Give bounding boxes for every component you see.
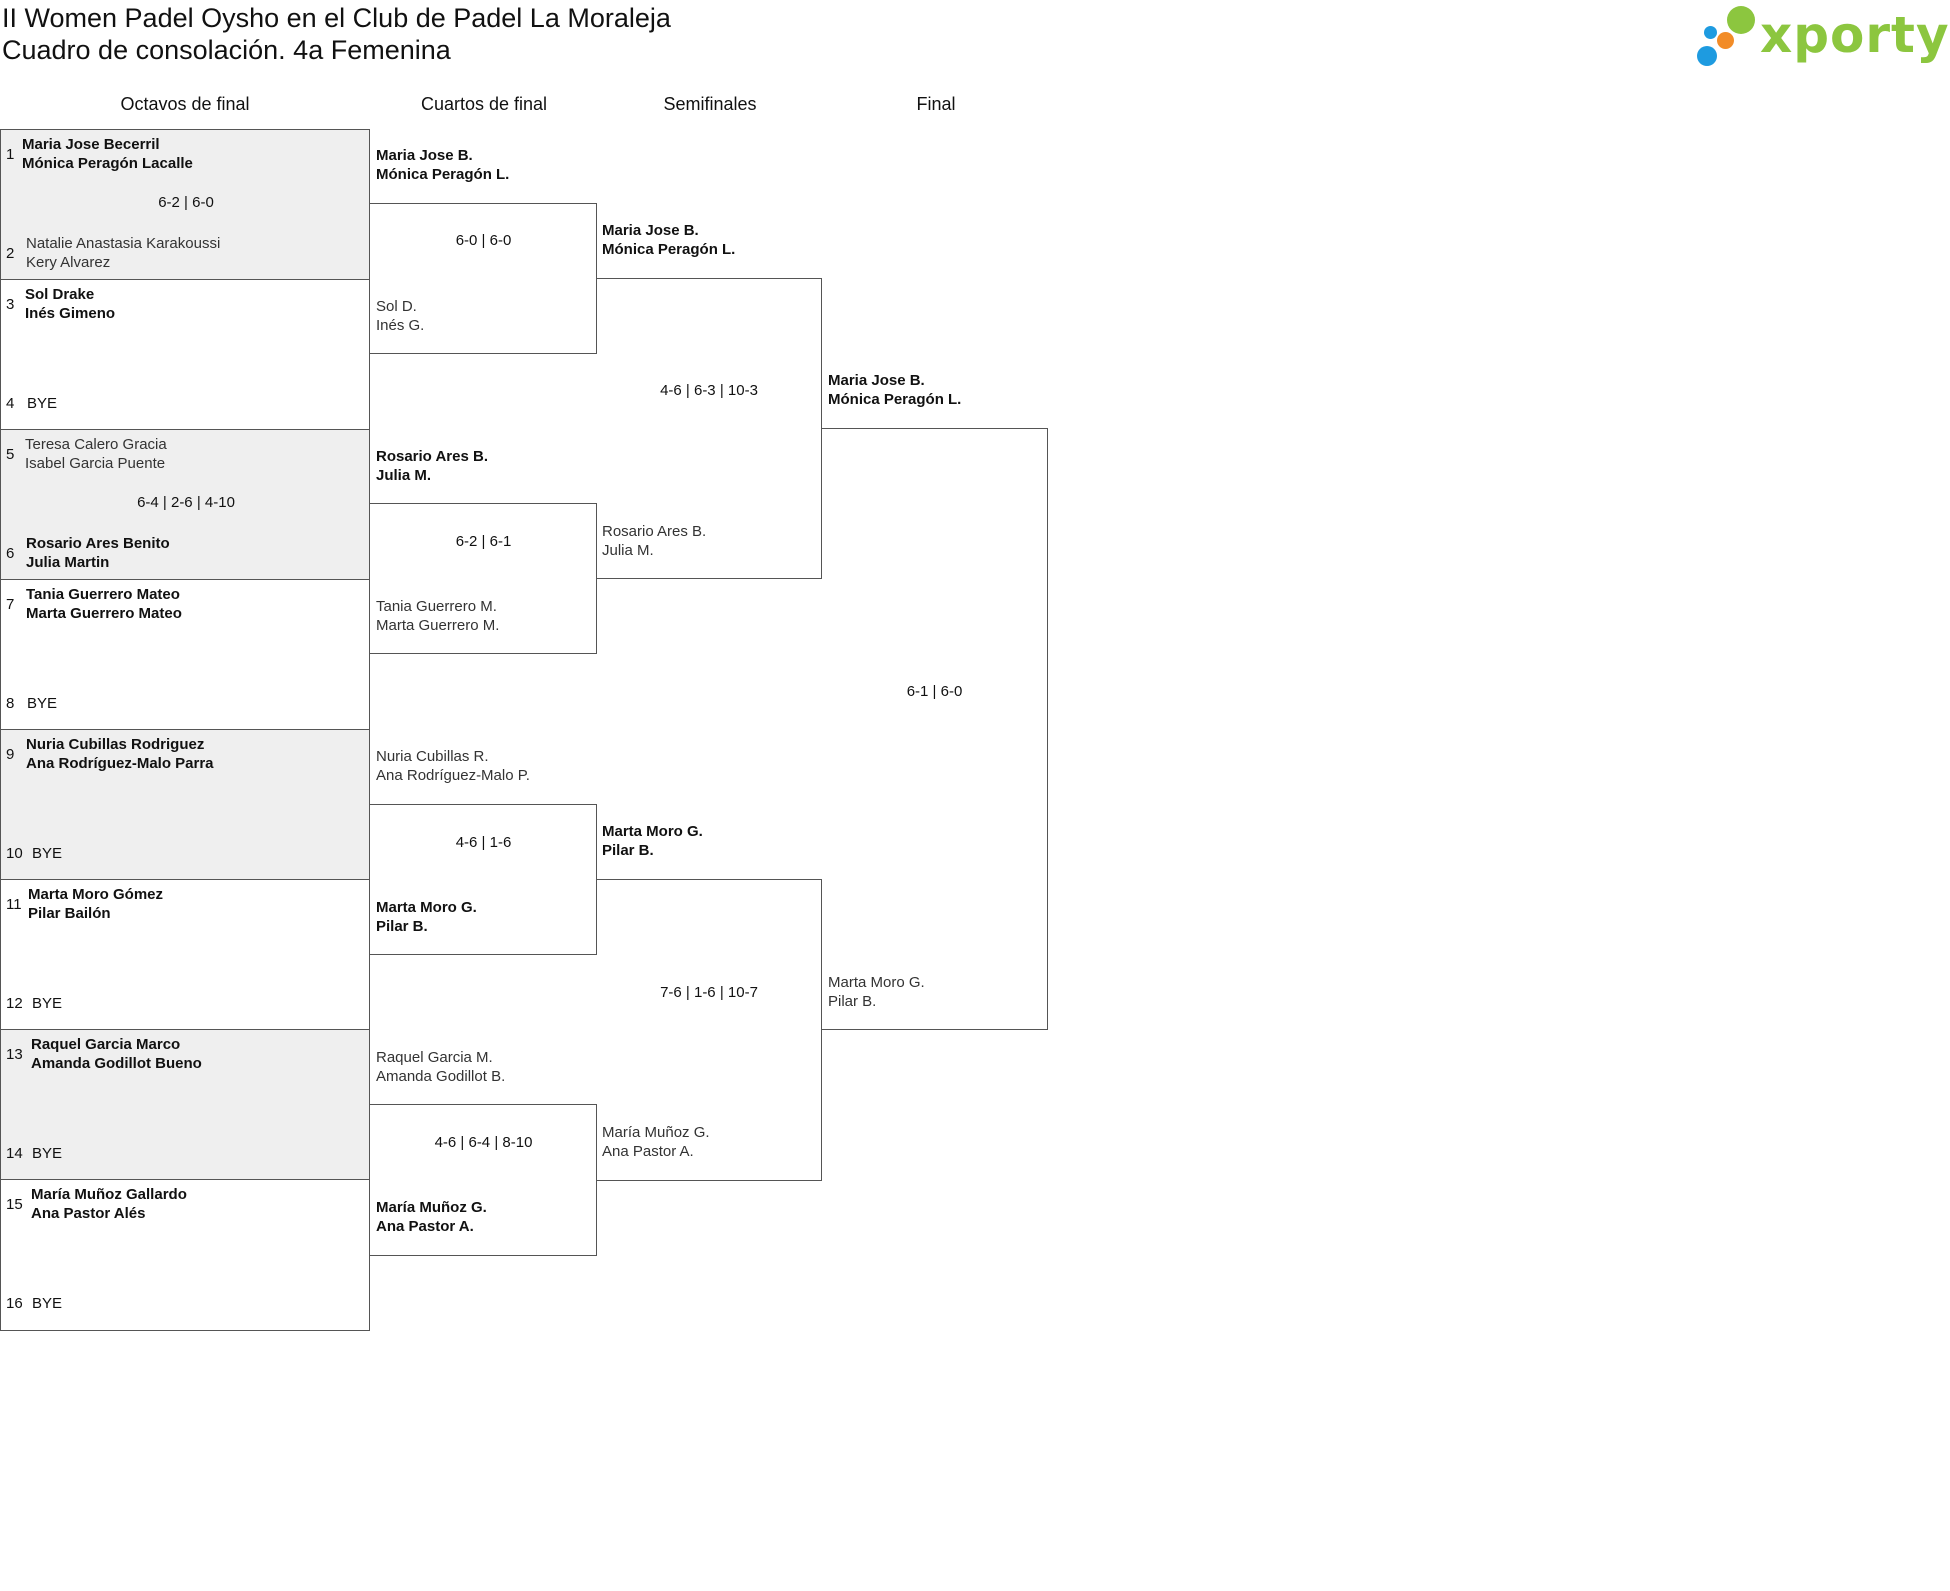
team-entry[interactable] xyxy=(26,735,214,773)
seed-number: 14 xyxy=(6,1145,23,1162)
player-name: Rosario Ares B. xyxy=(602,523,707,540)
player-name: Ana Rodríguez-Malo Parra xyxy=(26,755,214,772)
team-entry[interactable] xyxy=(26,234,220,272)
bracket-subtitle: Cuadro de consolación. 4a Femenina xyxy=(2,35,451,65)
player-name: Marta Moro G. xyxy=(602,823,703,840)
round-header-qf: Cuartos de final xyxy=(420,94,548,114)
player-name: Sol Drake xyxy=(25,286,95,303)
player-name: María Muñoz G. xyxy=(602,1124,710,1141)
bye-label: BYE xyxy=(27,695,58,712)
player-name: Pilar B. xyxy=(376,918,428,935)
sf-match-score: 4-6 | 6-3 | 10-3 xyxy=(660,382,758,399)
player-name: Ana Pastor A. xyxy=(602,1143,694,1160)
team-entry[interactable] xyxy=(31,1035,202,1073)
final-match-score: 6-1 | 6-0 xyxy=(906,683,963,700)
player-name: Ana Pastor A. xyxy=(376,1218,474,1235)
sf-team-entry[interactable] xyxy=(602,221,735,259)
player-name: Nuria Cubillas R. xyxy=(376,748,489,765)
r16-match-7[interactable] xyxy=(0,1029,370,1180)
team-entry[interactable] xyxy=(25,285,115,323)
seed-number: 6 xyxy=(6,545,15,562)
bye-label: BYE xyxy=(32,1295,63,1312)
qf-team-entry[interactable] xyxy=(376,1048,505,1086)
seed-number: 13 xyxy=(6,1046,23,1063)
qf-match-score: 6-2 | 6-1 xyxy=(455,533,512,550)
team-entry[interactable] xyxy=(26,585,182,623)
player-name: Raquel Garcia Marco xyxy=(31,1036,181,1053)
player-name: Amanda Godillot Bueno xyxy=(31,1055,202,1072)
seed-number: 9 xyxy=(6,746,15,763)
qf-team-entry[interactable] xyxy=(376,1198,487,1236)
player-name: Pilar B. xyxy=(602,842,654,859)
player-name: Julia M. xyxy=(376,467,432,484)
player-name: Teresa Calero Gracia xyxy=(25,436,167,453)
bye-label: BYE xyxy=(32,845,63,862)
bye-label: BYE xyxy=(27,395,58,412)
player-name: Tania Guerrero M. xyxy=(376,598,497,615)
seed-number: 8 xyxy=(6,695,15,712)
seed-number: 1 xyxy=(6,146,15,163)
final-bracket xyxy=(821,428,1048,1030)
bye-label: BYE xyxy=(32,1145,63,1162)
team-entry[interactable] xyxy=(26,534,170,572)
qf-match-score: 4-6 | 6-4 | 8-10 xyxy=(434,1134,533,1151)
player-name: María Muñoz Gallardo xyxy=(31,1186,187,1203)
player-name: Julia Martin xyxy=(26,554,110,571)
logo-dot-blue-icon xyxy=(1697,46,1717,66)
player-name: Mónica Peragón L. xyxy=(828,391,962,408)
r16-match-2[interactable] xyxy=(0,279,370,430)
seed-number: 5 xyxy=(6,446,15,463)
player-name: Maria Jose B. xyxy=(828,372,925,389)
player-name: Maria Jose B. xyxy=(376,147,473,164)
player-name: Natalie Anastasia Karakoussi xyxy=(26,235,221,252)
player-name: Mónica Peragón L. xyxy=(376,166,510,183)
sf-team-entry[interactable] xyxy=(602,1123,710,1161)
sf-match-score: 7-6 | 1-6 | 10-7 xyxy=(660,984,758,1001)
seed-number: 10 xyxy=(6,845,23,862)
qf-team-entry[interactable] xyxy=(376,898,477,936)
player-name: Amanda Godillot B. xyxy=(376,1068,506,1085)
match-score: 6-2 | 6-0 xyxy=(158,194,214,211)
r16-match-5[interactable] xyxy=(0,729,370,880)
player-name: Tania Guerrero Mateo xyxy=(26,586,180,603)
player-name: Raquel Garcia M. xyxy=(376,1049,493,1066)
match-score: 6-4 | 2-6 | 4-10 xyxy=(137,494,235,511)
player-name: Marta Guerrero M. xyxy=(376,617,500,634)
player-name: Isabel Garcia Puente xyxy=(25,455,166,472)
seed-number: 16 xyxy=(6,1295,23,1312)
seed-number: 15 xyxy=(6,1196,23,1213)
logo-dot-orange-icon xyxy=(1717,32,1734,49)
player-name: Marta Moro G. xyxy=(376,899,477,916)
logo-dot-green-icon xyxy=(1727,6,1755,34)
sf-team-entry[interactable] xyxy=(602,822,703,860)
qf-team-entry[interactable] xyxy=(376,747,530,785)
player-name: Marta Moro G. xyxy=(828,974,925,991)
player-name: Mónica Peragón L. xyxy=(602,241,736,258)
seed-number: 11 xyxy=(6,896,22,913)
r16-match-1[interactable] xyxy=(0,129,370,280)
final-team-entry[interactable] xyxy=(828,371,961,409)
player-name: Pilar Bailón xyxy=(28,905,111,922)
player-name: Rosario Ares B. xyxy=(376,448,488,465)
seed-number: 2 xyxy=(6,245,15,262)
qf-team-entry[interactable] xyxy=(376,297,424,335)
qf-match-score: 4-6 | 1-6 xyxy=(455,834,512,851)
round-header-r16: Octavos de final xyxy=(120,94,250,114)
qf-team-entry[interactable] xyxy=(376,597,499,635)
team-entry[interactable] xyxy=(28,885,163,923)
player-name: Pilar B. xyxy=(828,993,877,1010)
sf-team-entry[interactable] xyxy=(602,522,706,560)
seed-number: 7 xyxy=(6,596,15,613)
round-header-sf: Semifinales xyxy=(663,94,757,114)
player-name: Mónica Peragón Lacalle xyxy=(22,155,193,172)
logo-dot-blue-small-icon xyxy=(1704,26,1717,39)
xporty-logo[interactable] xyxy=(1695,4,1950,68)
tournament-title: II Women Padel Oysho en el Club de Padel La Moraleja xyxy=(2,3,671,33)
qf-team-entry[interactable] xyxy=(376,146,509,184)
seed-number: 4 xyxy=(6,395,15,412)
round-header-final: Final xyxy=(916,94,956,114)
player-name: Rosario Ares Benito xyxy=(26,535,170,552)
player-name: María Muñoz G. xyxy=(376,1199,487,1216)
player-name: Julia M. xyxy=(602,542,654,559)
seed-number: 3 xyxy=(6,296,15,313)
player-name: Marta Moro Gómez xyxy=(28,886,164,903)
r16-match-8[interactable] xyxy=(0,1179,370,1331)
player-name: Nuria Cubillas Rodriguez xyxy=(26,736,205,753)
player-name: Maria Jose B. xyxy=(602,222,699,239)
player-name: Marta Guerrero Mateo xyxy=(26,605,182,622)
team-entry[interactable] xyxy=(25,435,167,473)
r16-match-6[interactable] xyxy=(0,879,370,1030)
player-name: Inés G. xyxy=(376,317,425,334)
player-name: Ana Rodríguez-Malo P. xyxy=(376,767,530,784)
seed-number: 12 xyxy=(6,995,23,1012)
player-name: Kery Alvarez xyxy=(26,254,111,271)
final-team-entry[interactable] xyxy=(828,973,925,1011)
qf-match-score: 6-0 | 6-0 xyxy=(455,232,512,249)
bye-label: BYE xyxy=(32,995,63,1012)
qf-team-entry[interactable] xyxy=(376,447,488,485)
player-name: Sol D. xyxy=(376,298,417,315)
team-entry[interactable] xyxy=(31,1185,187,1223)
player-name: Ana Pastor Alés xyxy=(31,1205,146,1222)
team-entry[interactable] xyxy=(22,135,193,173)
player-name: Maria Jose Becerril xyxy=(22,136,160,153)
player-name: Inés Gimeno xyxy=(25,305,116,322)
r16-match-4[interactable] xyxy=(0,579,370,730)
r16-match-3[interactable] xyxy=(0,429,370,580)
logo-text: xporty xyxy=(1760,6,1950,64)
